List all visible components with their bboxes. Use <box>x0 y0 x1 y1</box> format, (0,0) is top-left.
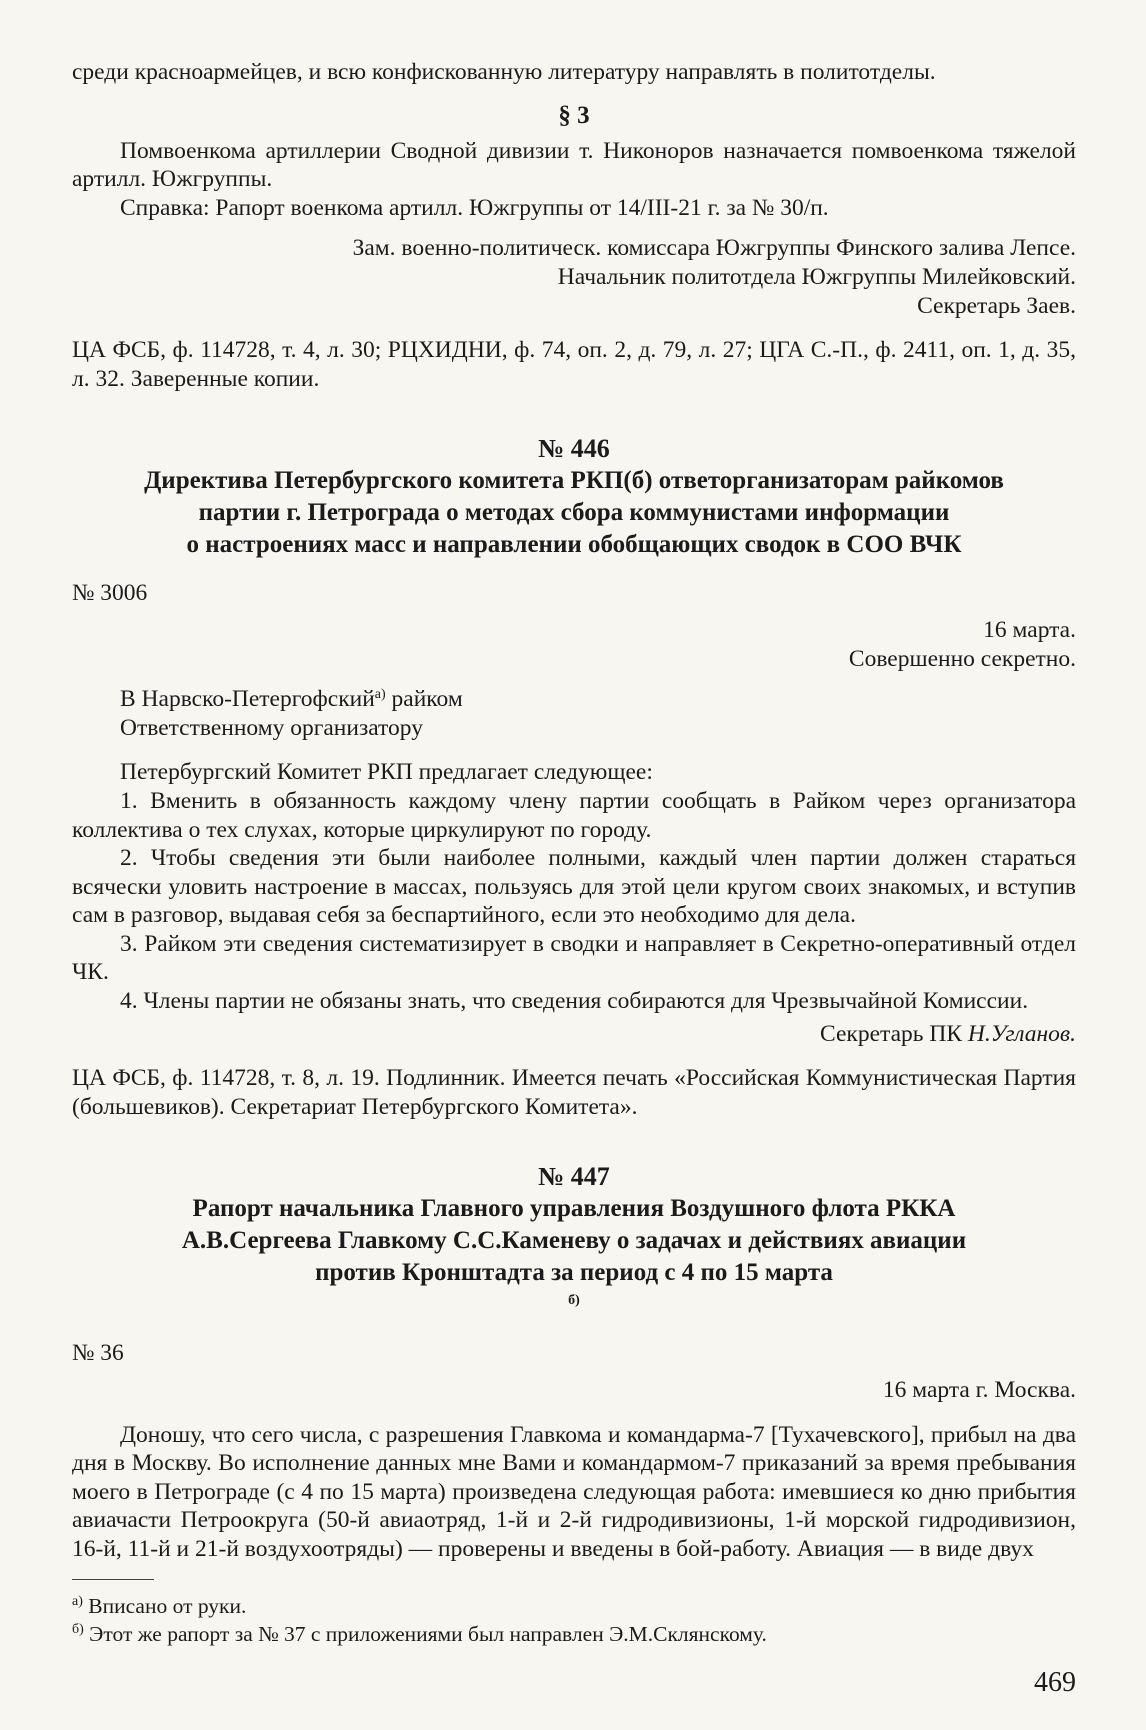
signature-name: Н.Угланов. <box>967 1020 1076 1047</box>
footnote-text: Вписано от руки. <box>82 1594 247 1618</box>
reference-note: Справка: Рапорт военкома артилл. Южгруппы от 14/III-21 г. за № 30/п. <box>120 194 829 221</box>
title-line: А.В.Сергеева Главкому С.С.Каменеву о задачах и действиях авиации <box>181 1227 967 1255</box>
outgoing-number: № 36 <box>72 1340 124 1367</box>
list-item: 2. Чтобы сведения эти были наиболее полными, каждый член партии должен стараться всячески уловить настроение в массах, пользуясь для этой цели кругом своих знакомых, и вступив сам в разговор, выдавая себя за беспартийного, если это необходимо для дела. <box>72 845 1076 929</box>
footnote-divider <box>72 1579 154 1580</box>
addressee-text: В Нарвско-Петергофский <box>120 686 375 713</box>
document-title <box>72 465 1076 561</box>
page-number: 469 <box>1034 1667 1076 1698</box>
report-body: Доношу, что сего числа, с разрешения Главкома и командарма-7 [Тухачевского], прибыл на два дня в Москву. Во исполнение данных мне Вами и командармом-7 приказаний за время пребывания моего в Петрограде (с 4 по 15 марта) произведена следующая работа: имевшиеся ко дню прибытия авиачасти Петроокруга (50-й авиаотряд, 1-й и 2-й гидродивизионы, 1-й морской гидродивизион, 16-й, 11-й и 21-й воздухоотряды) — проверены и введены в бой-работу. Авиация — в виде двух <box>72 1421 1076 1562</box>
footnote-ref: б) <box>568 1293 580 1309</box>
signature-line <box>72 1020 1076 1049</box>
footnote <box>72 1620 1076 1648</box>
document-date: 16 марта г. Москва. <box>882 1377 1076 1404</box>
document-date: 16 марта. <box>983 616 1076 643</box>
list-item: 3. Райком эти сведения систематизирует в сводки и направляет в Секретно-оперативный отдел ЧК. <box>72 930 1076 986</box>
addressee-text: райком <box>385 686 463 713</box>
signature-line: Секретарь Заев. <box>917 292 1076 319</box>
outgoing-number: № 3006 <box>72 580 148 607</box>
title-line: Рапорт начальника Главного управления Воздушного флота РККА <box>192 1195 956 1223</box>
title-text: против Кронштадта за период с 4 по 15 марта <box>315 1259 833 1287</box>
footnote <box>72 1592 1076 1620</box>
signature-line: Зам. военно-политическ. комиссара Южгруппы Финского залива Лепсе. <box>352 235 1076 262</box>
addressee: Ответственному организатору <box>120 714 423 741</box>
list-item: 1. Вменить в обязанность каждому члену партии сообщать в Райком через организатора коллектива о тех слухах, которые циркулируют по городу. <box>72 787 1076 843</box>
footnote-ref: а) <box>374 687 386 703</box>
text-column <box>72 58 1076 1564</box>
title-line <box>72 1257 1076 1321</box>
document-number: № 446 <box>538 434 610 464</box>
addressee <box>72 685 1076 714</box>
continued-paragraph: среди красноармейцев, и всю конфискованную литературу направлять в политотделы. <box>72 59 936 85</box>
footnote-mark: а) <box>72 1594 83 1609</box>
archive-source: ЦА ФСБ, ф. 114728, т. 4, л. 30; РЦХИДНИ, ф. 74, оп. 2, д. 79, л. 27; ЦГА С.-П., ф. 2411, оп. 1, д. 35, л. 32. Заверенные копии. <box>72 337 1076 392</box>
footnote-text: Этот же рапорт за № 37 с приложениями был направлен Э.М.Склянскому. <box>83 1622 767 1646</box>
signature-label: Секретарь ПК <box>820 1020 968 1047</box>
title-line: партии г. Петрограда о методах сбора коммунистами информации <box>198 499 950 527</box>
list-item: 4. Члены партии не обязаны знать, что сведения собираются для Чрезвычайной Комиссии. <box>120 988 1029 1015</box>
signature-block <box>72 234 1076 320</box>
footnotes <box>72 1592 1076 1648</box>
signature-line: Начальник политотдела Южгруппы Милейковский. <box>557 263 1076 290</box>
document-title <box>72 1193 1076 1321</box>
section-sign-heading: § 3 <box>558 101 590 129</box>
title-line: Директива Петербургского комитета РКП(б) ответорганизаторам райкомов <box>144 467 1004 495</box>
secrecy-stamp: Совершенно секретно. <box>848 645 1076 672</box>
document-number: № 447 <box>538 1162 610 1192</box>
order-paragraph: Помвоенкома артиллерии Сводной дивизии т. Никоноров назначается помвоенкома тяжелой артилл. Южгруппы. <box>72 137 1076 193</box>
footnote-mark: б) <box>72 1622 84 1637</box>
intro-paragraph: Петербургский Комитет РКП предлагает следующее: <box>120 759 653 786</box>
title-line: о настроениях масс и направлении обобщающих сводок в СОО ВЧК <box>186 531 962 559</box>
archive-source: ЦА ФСБ, ф. 114728, т. 8, л. 19. Подлинник. Имеется печать «Российская Коммунистическая Партия (большевиков). Секретариат Петербургского Комитета». <box>72 1065 1076 1120</box>
